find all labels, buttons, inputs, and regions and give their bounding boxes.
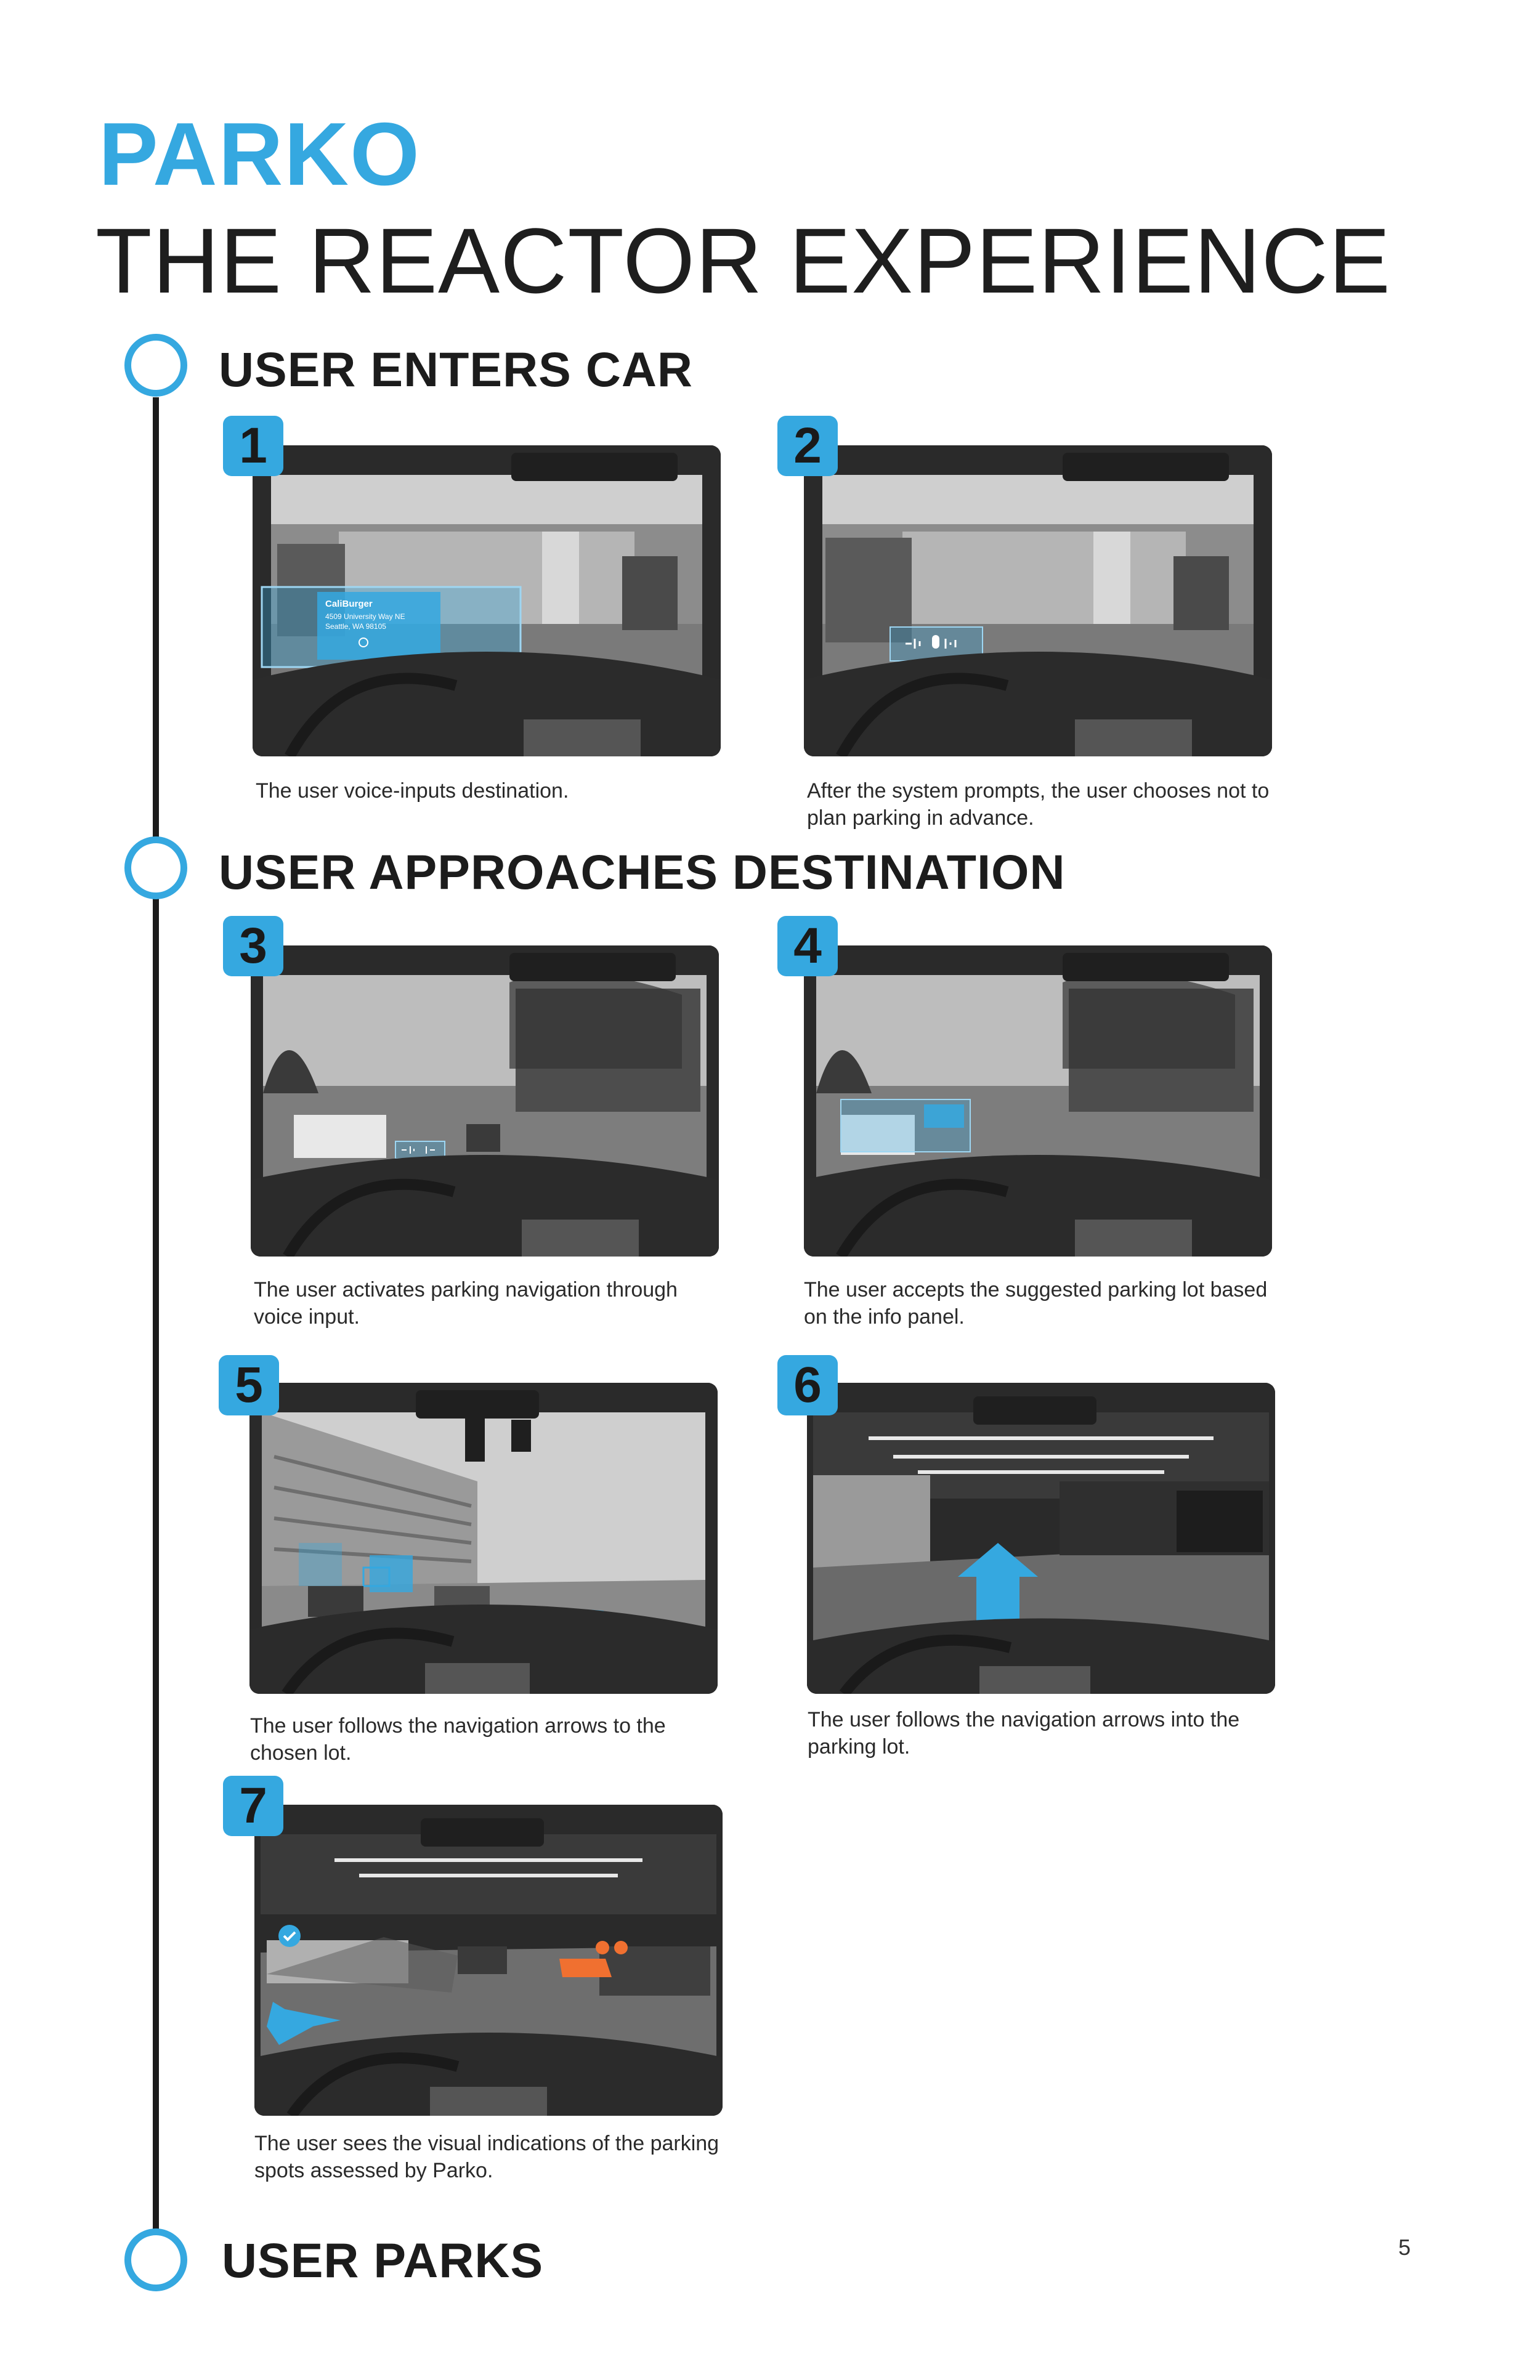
- step-6-badge: 6: [777, 1355, 838, 1415]
- timeline-line: [153, 397, 159, 2264]
- step-5-caption: The user follows the navigation arrows to the chosen lot.: [250, 1714, 666, 1765]
- step-6-caption: The user follows the navigation arrows into the parking lot.: [808, 1708, 1240, 1759]
- step-4-caption: The user accepts the suggested parking lot based on the info panel.: [804, 1278, 1268, 1329]
- page-title: THE REACTOR EXPERIENCE: [95, 209, 1391, 312]
- hud-place-name: CaliBurger: [325, 599, 373, 609]
- step-2-badge: 2: [777, 416, 838, 476]
- section-title-parks: USER PARKS: [222, 2233, 544, 2288]
- step-1-badge: 1: [223, 416, 283, 476]
- step-7-badge: 7: [223, 1776, 283, 1836]
- step-7-caption: The user sees the visual indications of the parking spots assessed by Parko.: [254, 2132, 719, 2182]
- step-3-caption: The user activates parking navigation through voice input.: [254, 1278, 678, 1329]
- step-2-caption: After the system prompts, the user chooses not to plan parking in advance.: [807, 779, 1270, 830]
- timeline-node-approaches: [124, 836, 187, 899]
- page-number: 5: [1398, 2235, 1411, 2260]
- timeline-node-enters-car: [124, 334, 187, 397]
- hud-address-line2: Seattle, WA 98105: [325, 622, 386, 631]
- step-3-image: [251, 945, 719, 1257]
- microphone-icon: [932, 635, 939, 649]
- cross-icon: [596, 1941, 609, 1954]
- hud-address-line1: 4509 University Way NE: [325, 612, 405, 621]
- step-2-image: [804, 445, 1272, 756]
- timeline-node-parks: [124, 2228, 187, 2291]
- step-6-image: [807, 1383, 1275, 1694]
- step-5-badge: 5: [219, 1355, 279, 1415]
- step-1-caption: The user voice-inputs destination.: [256, 779, 569, 803]
- step-4-image: [804, 945, 1272, 1257]
- section-title-approaches: USER APPROACHES DESTINATION: [219, 844, 1066, 899]
- step-5-image: [249, 1383, 718, 1694]
- step-4-badge: 4: [777, 916, 838, 976]
- checkmark-icon: [278, 1925, 301, 1947]
- brand-title: PARKO: [99, 104, 421, 204]
- section-title-enters-car: USER ENTERS CAR: [219, 342, 693, 397]
- step-1-image: [253, 445, 721, 756]
- step-7-image: [254, 1805, 723, 2116]
- cross-icon: [614, 1941, 628, 1954]
- step-3-badge: 3: [223, 916, 283, 976]
